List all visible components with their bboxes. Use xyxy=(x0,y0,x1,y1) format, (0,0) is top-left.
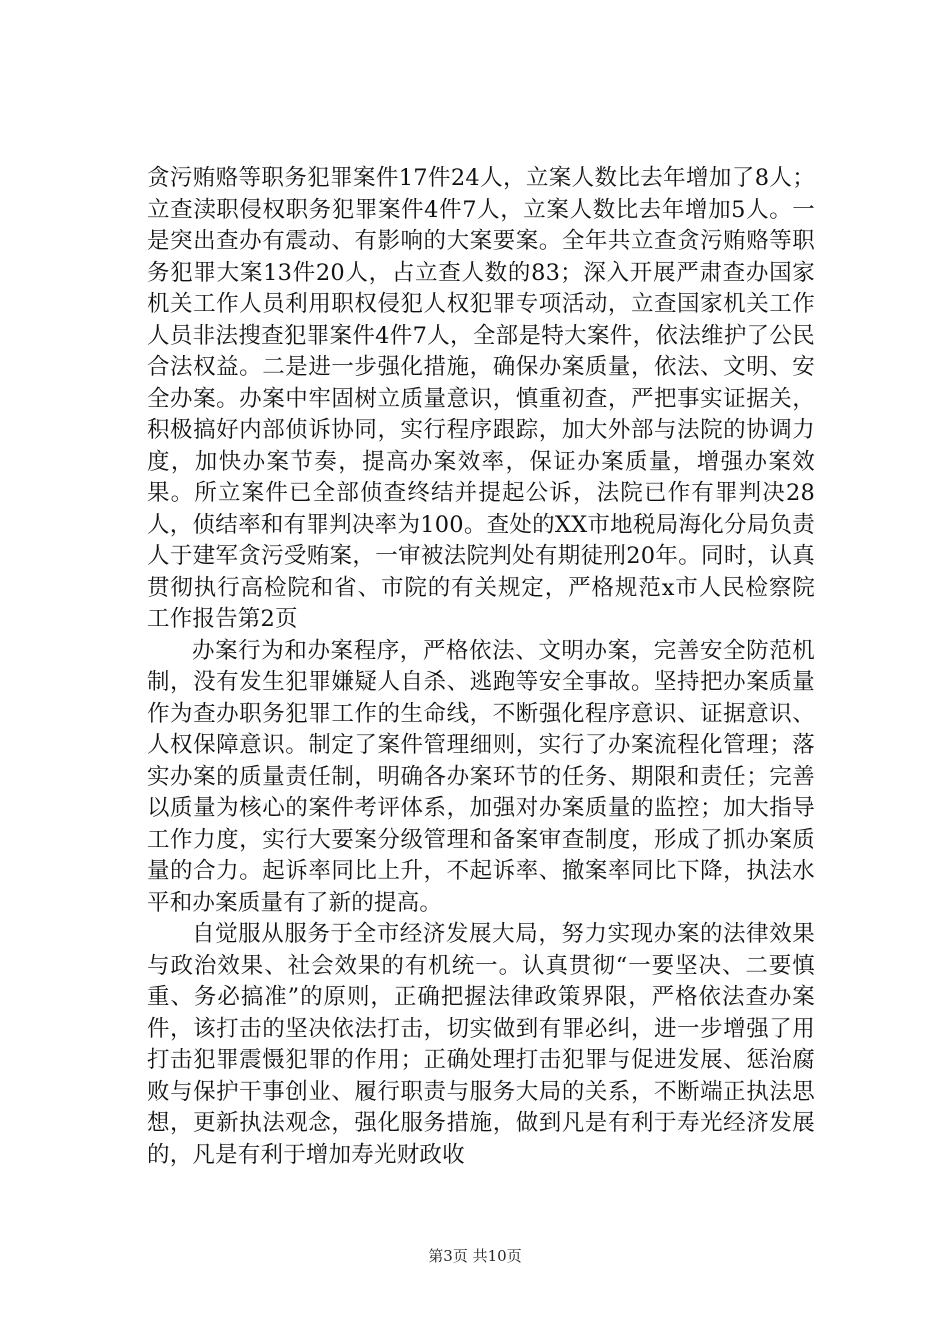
paragraph-1: 贪污贿赂等职务犯罪案件17件24人，立案人数比去年增加了8人；立查渎职侵权职务犯罪案件4件7人，立案人数比去年增加5人。一是突出查办有震动、有影响的大案要案。全年共立查贪污贿赂等职务犯罪大案13件20人，占立查人数的83；深入开展严肃查办国家机关工作人员利用职权侵犯人权犯罪专项活动，立查国家机关工作人员非法搜查犯罪案件4件7人，全部是特大案件，依法维护了公民合法权益。二是进一步强化措施，确保办案质量，依法、文明、安全办案。办案中牢固树立质量意识，慎重初查，严把事实证据关，积极搞好内部侦诉协同，实行程序跟踪，加大外部与法院的协调力度，加快办案节奏，提高办案效率，保证办案质量，增强办案效果。所立案件已全部侦查终结并提起公诉，法院已作有罪判决28人，侦结率和有罪判决率为100。查处的XX市地税局海化分局负责人于建军贪污受贿案，一审被法院判处有期徒刑20年。同时，认真贯彻执行高检院和省、市院的有关规定，严格规范x市人民检察院工作报告第2页 xyxy=(147,165,815,632)
document-body xyxy=(147,163,815,1171)
paragraph-2: 办案行为和办案程序，严格依法、文明办案，完善安全防范机制，没有发生犯罪嫌疑人自杀、逃跑等安全事故。坚持把办案质量作为查办职务犯罪工作的生命线，不断强化程序意识、证据意识、人权保障意识。制定了案件管理细则，实行了办案流程化管理；落实办案的质量责任制，明确各办案环节的任务、期限和责任；完善以质量为核心的案件考评体系，加强对办案质量的监控；加大指导工作力度，实行大要案分级管理和备案审查制度，形成了抓办案质量的合力。起诉率同比上升，不起诉率、撤案率同比下降，执法水平和办案质量有了新的提高。 xyxy=(147,637,815,916)
page-footer: 第3页 共10页 xyxy=(428,1247,522,1265)
paragraph-3: 自觉服从服务于全市经济发展大局，努力实现办案的法律效果与政治效果、社会效果的有机统一。认真贯彻“一要坚决、二要慎重、务必搞准”的原则，正确把握法律政策界限，严格依法查办案件，该打击的坚决依法打击，切实做到有罪必纠，进一步增强了用打击犯罪震慑犯罪的作用；正确处理打击犯罪与促进发展、惩治腐败与保护干事创业、履行职责与服务大局的关系，不断端正执法思想，更新执法观念，强化服务措施，做到凡是有利于寿光经济发展的，凡是有利于增加寿光财政收 xyxy=(147,921,815,1168)
